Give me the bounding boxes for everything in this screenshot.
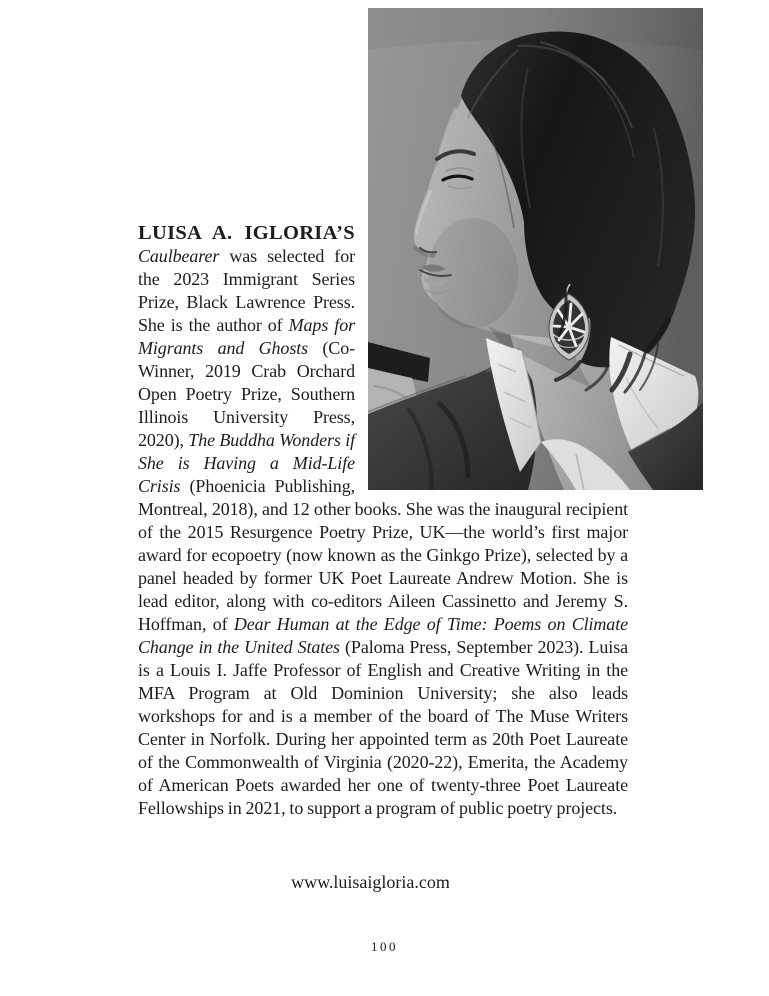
page-number: 100 xyxy=(371,939,398,954)
website-text: www.luisaigloria.com xyxy=(291,872,450,892)
author-portrait-illustration xyxy=(368,8,703,490)
author-photo xyxy=(368,8,703,490)
page-content xyxy=(138,8,628,820)
bio-paragraph: LUISA A. IGLORIA’S Caulbearer was selected for the 2023 Immigrant Series Prize, Black Lawrence Press. She is the author of Maps for Migrants and Ghosts (Co-Winner, 2019 Crab Orchard Open Poetry Prize, Southern Illinois University Press, 2020), The Buddha Wonders if She is Having a Mid-Life Crisis (Phoenicia Publishing, Montreal, 2018), and 12 other books. She was the inaugural recipient of the 2015 Resurgence Poetry Prize, UK—the world’s first major award for ecopoetry (now known as the Ginkgo Prize), selected by a panel headed by former UK Poet Laureate Andrew Motion. She is lead editor, along with co-editors Aileen Cassinetto and Jeremy S. Hoffman, of Dear Human at the Edge of Time: Poems on Climate Change in the United States (Paloma Press, September 2023). Luisa is a Louis I. Jaffe Professor of English and Creative Writing in the MFA Program at Old Dominion University; she also leads workshops for and is a member of the board of The Muse Writers Center in Norfolk. During her appointed term as 20th Poet Laureate of the Commonwealth of Virginia (2020-22), Emerita, the Academy of American Poets awarded her one of twenty-three Poet Laureate Fellowships in 2021, to support a program of public poetry projects. xyxy=(138,222,628,818)
